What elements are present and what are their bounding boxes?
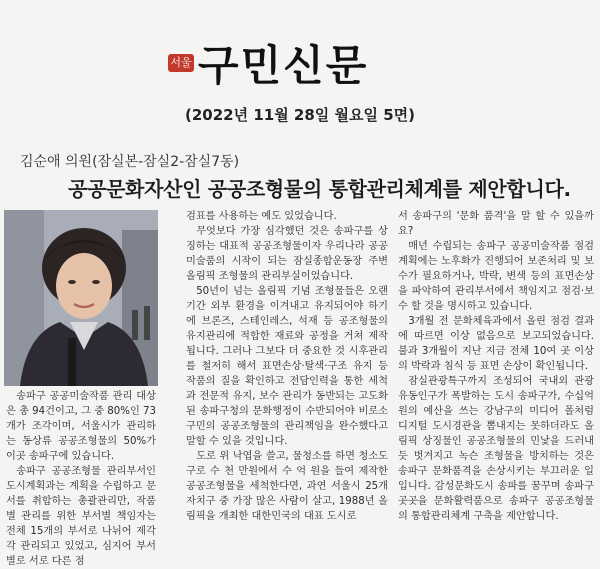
paragraph: 송파구 공공조형물 관리부서인 도시계획과는 계획을 수립하고 문서를 취합하는 총괄관리만, 작품별 관리를 위한 부서별 책임자는 전체 15개의 부서로 나뉘어 제각각 관리되고 있었고, 심지어 부서별로 서로 다른 점 <box>6 466 156 567</box>
logo-badge: 서울 <box>168 54 194 72</box>
portrait-illustration <box>4 210 158 386</box>
paragraph: 검표를 사용하는 예도 있었습니다. <box>186 211 337 222</box>
paragraph: 3개월 전 문화체육과에서 올린 점검 결과에 따르면 이상 없음으로 보고되었습니다. 불과 3개월이 지난 지금 전체 10여 곳 이상의 박락과 침식 등 표면 손상이 확인됩니다. <box>398 316 594 372</box>
paragraph: 무엇보다 가장 심각했던 것은 송파구를 상징하는 대표적 공공조형물이자 우리나라 공공미술품의 시작이 되는 잠실종합운동장 주변 올림픽 조형물의 관리부실이었습니다. <box>186 226 388 282</box>
paragraph: 도로 위 낙엽을 쓸고, 물청소를 하면 청소도구로 수 천 만원에서 수 억 원을 들여 제작한 공공조형물을 세척한다면, 과연 서울시 25개 자치구 중 가장 많은 사람이 살고, 1988년 올림픽을 개최한 대한민국의 대표 도시로 <box>186 451 388 522</box>
article-column-2 <box>186 209 388 536</box>
author-line: 김순애 의원(잠실본-잠실2-잠실7동) <box>20 154 240 170</box>
paragraph: 50년이 넘는 올림픽 기념 조형물들은 오랜 기간 외부 환경을 이겨내고 유지되어야 하기에 브론즈, 스테인레스, 석재 등 공조형물의 유지관리에 적합한 재료와 공정을 거쳐 제작됩니다. 그러나 그보다 더 중요한 것 시후관리를 철저히 해서 표면손상·탈색·구조 유지 등 작품의 질을 확인하고 전담인력을 통한 세척과 전문적 유지, 보수 관리가 동반되는 고도화된 송파구청의 문화행정이 수반되어야 비로소 구민의 공공조형물의 관리책임을 완수했다고 말할 수 있을 것입니다. <box>186 286 388 447</box>
newspaper-logo <box>168 40 428 92</box>
headline: 공공문화자산인 공공조형물의 통합관리체계를 제안합니다. <box>68 177 571 201</box>
date-line: (2022년 11월 28일 월요일 5면) <box>185 106 415 124</box>
paragraph: 서 송파구의 '문화 품격'을 말 할 수 있을까요? <box>398 211 594 237</box>
paragraph: 매년 수립되는 송파구 공공미술작품 점검계획에는 노후화가 진행되어 보존처리 및 보수가 필요하거나, 박락, 변색 등의 표면손상을 파악하여 관리부서에서 책임지고 점검·보수 할 것을 명시하고 있습니다. <box>398 241 594 312</box>
paragraph: 송파구 공공미술작품 관리 대상은 총 94건이고, 그 중 80%인 73개가 조각이며, 서울시가 관리하는 동상류 공공조형물의 50%가 이곳 송파구에 있습니다. <box>6 391 156 462</box>
paragraph: 잠실관광특구까지 조성되어 국내외 관광유동인구가 폭발하는 도시 송파구가, 수십억 원의 예산을 쓰는 강남구의 미디어 폴처럼 디지털 도시경관을 뽐내지는 못하더라도 올림픽 상징물인 공공조형물의 민낯을 드러내듯 벗겨지고 녹슨 조형물을 방치하는 것은 송파구 문화품격을 손상시키는 부끄러운 일입니다. 감성문화도시 송파를 꿈꾸며 송파구 곳곳을 문화활력품으로 송파구 공공조형물의 통합관리체계 구축을 제안합니다. <box>398 376 594 522</box>
article-column-3 <box>398 209 594 536</box>
article-column-1 <box>6 389 156 567</box>
masthead <box>0 0 600 100</box>
logo-name: 구민신문 <box>198 41 369 90</box>
portrait-photo <box>4 210 158 386</box>
